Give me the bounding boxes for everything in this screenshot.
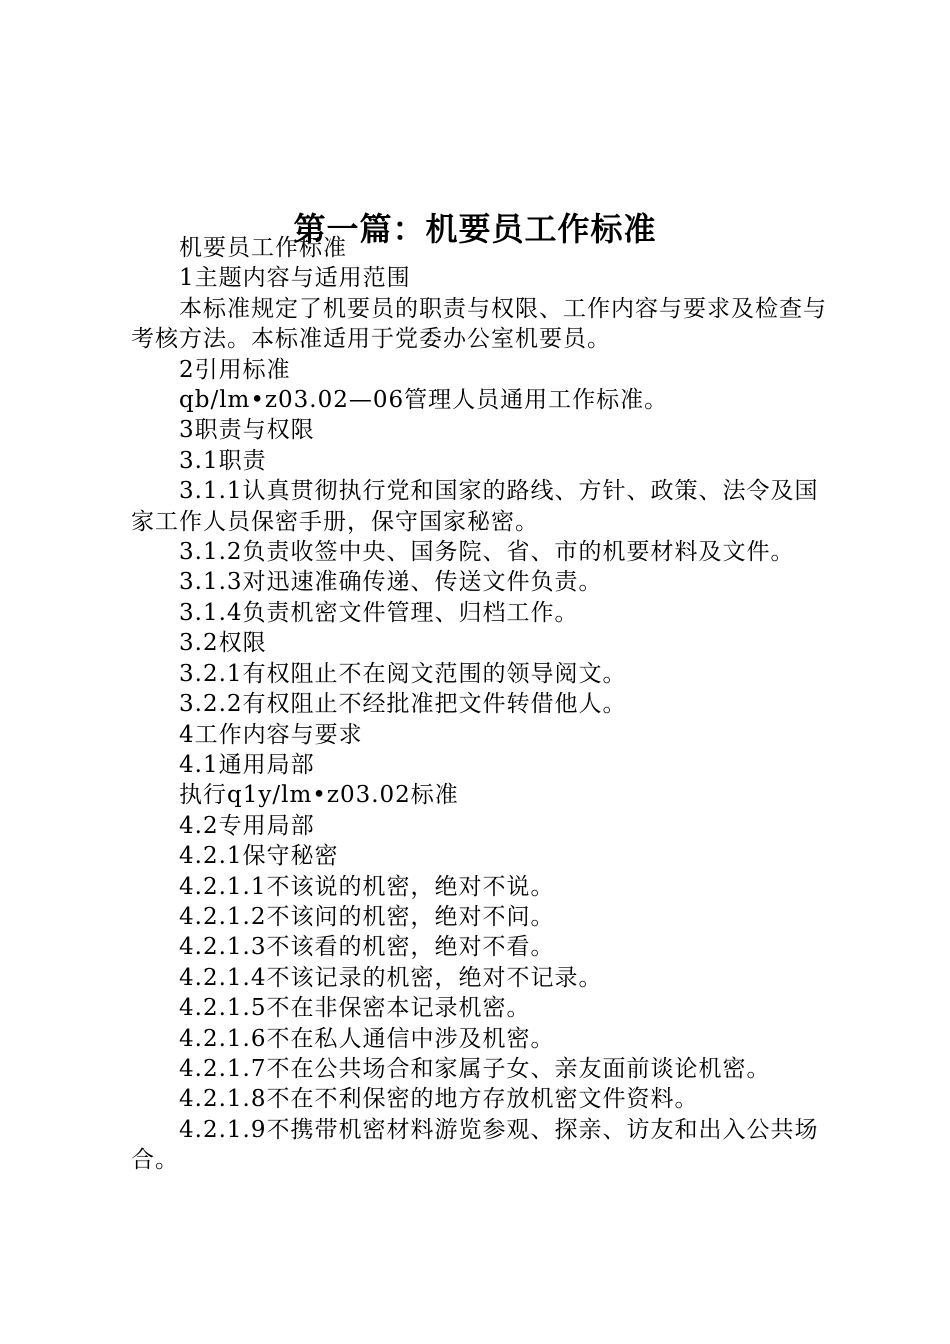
section-heading: 4工作内容与要求 <box>179 721 363 748</box>
document-body <box>131 233 837 1176</box>
list-item: 4.2.1.4不该记录的机密，绝对不记录。 <box>179 964 603 991</box>
list-item: 4.2.1.5不在非保密本记录机密。 <box>179 995 531 1022</box>
paragraph: 3.2.1有权阻止不在阅文范围的领导阅文。 <box>179 660 627 687</box>
subsection-heading: 3.1职责 <box>179 447 267 474</box>
list-item: 4.2.1.2不该问的机密，绝对不问。 <box>179 903 555 930</box>
paragraph: 本标准规定了机要员的职责与权限、工作内容与要求及检查与考核方法。本标准适用于党委办公室机要员。 <box>131 295 827 353</box>
paragraph: 3.1.4负责机密文件管理、归档工作。 <box>179 599 579 626</box>
list-item: 4.2.1.7不在公共场合和家属子女、亲友面前谈论机密。 <box>179 1055 771 1082</box>
list-item: 4.2.1.1不该说的机密，绝对不说。 <box>179 873 555 900</box>
paragraph: 3.1.2负责收签中央、国务院、省、市的机要材料及文件。 <box>179 539 795 566</box>
section-heading: 3职责与权限 <box>179 417 315 444</box>
paragraph: qb/lm•z03.02—06管理人员通用工作标准。 <box>179 387 669 414</box>
list-item: 4.2.1.6不在私人通信中涉及机密。 <box>179 1025 555 1052</box>
paragraph: 机要员工作标准 <box>179 235 347 261</box>
subsection-heading: 4.2.1保守秘密 <box>179 843 339 870</box>
document-title: 第一篇：机要员工作标准 <box>293 210 657 249</box>
paragraph: 执行q1y/lm•z03.02标准 <box>179 782 459 809</box>
section-heading: 1主题内容与适用范围 <box>179 265 411 292</box>
paragraph: 3.1.3对迅速准确传递、传送文件负责。 <box>179 569 603 596</box>
list-item: 4.2.1.9不携带机密材料游览参观、探亲、访友和出入公共场合。 <box>131 1116 819 1174</box>
paragraph: 3.1.1认真贯彻执行党和国家的路线、方针、政策、法令及国家工作人员保密手册，保守国家秘密。 <box>131 478 819 535</box>
list-item: 4.2.1.3不该看的机密，绝对不看。 <box>179 934 555 961</box>
section-heading: 2引用标准 <box>179 356 291 383</box>
subsection-heading: 4.2专用局部 <box>179 812 315 839</box>
subsection-heading: 4.1通用局部 <box>179 751 315 778</box>
paragraph: 3.2.2有权阻止不经批准把文件转借他人。 <box>179 691 627 718</box>
subsection-heading: 3.2权限 <box>179 630 267 657</box>
list-item: 4.2.1.8不在不利保密的地方存放机密文件资料。 <box>179 1086 699 1113</box>
